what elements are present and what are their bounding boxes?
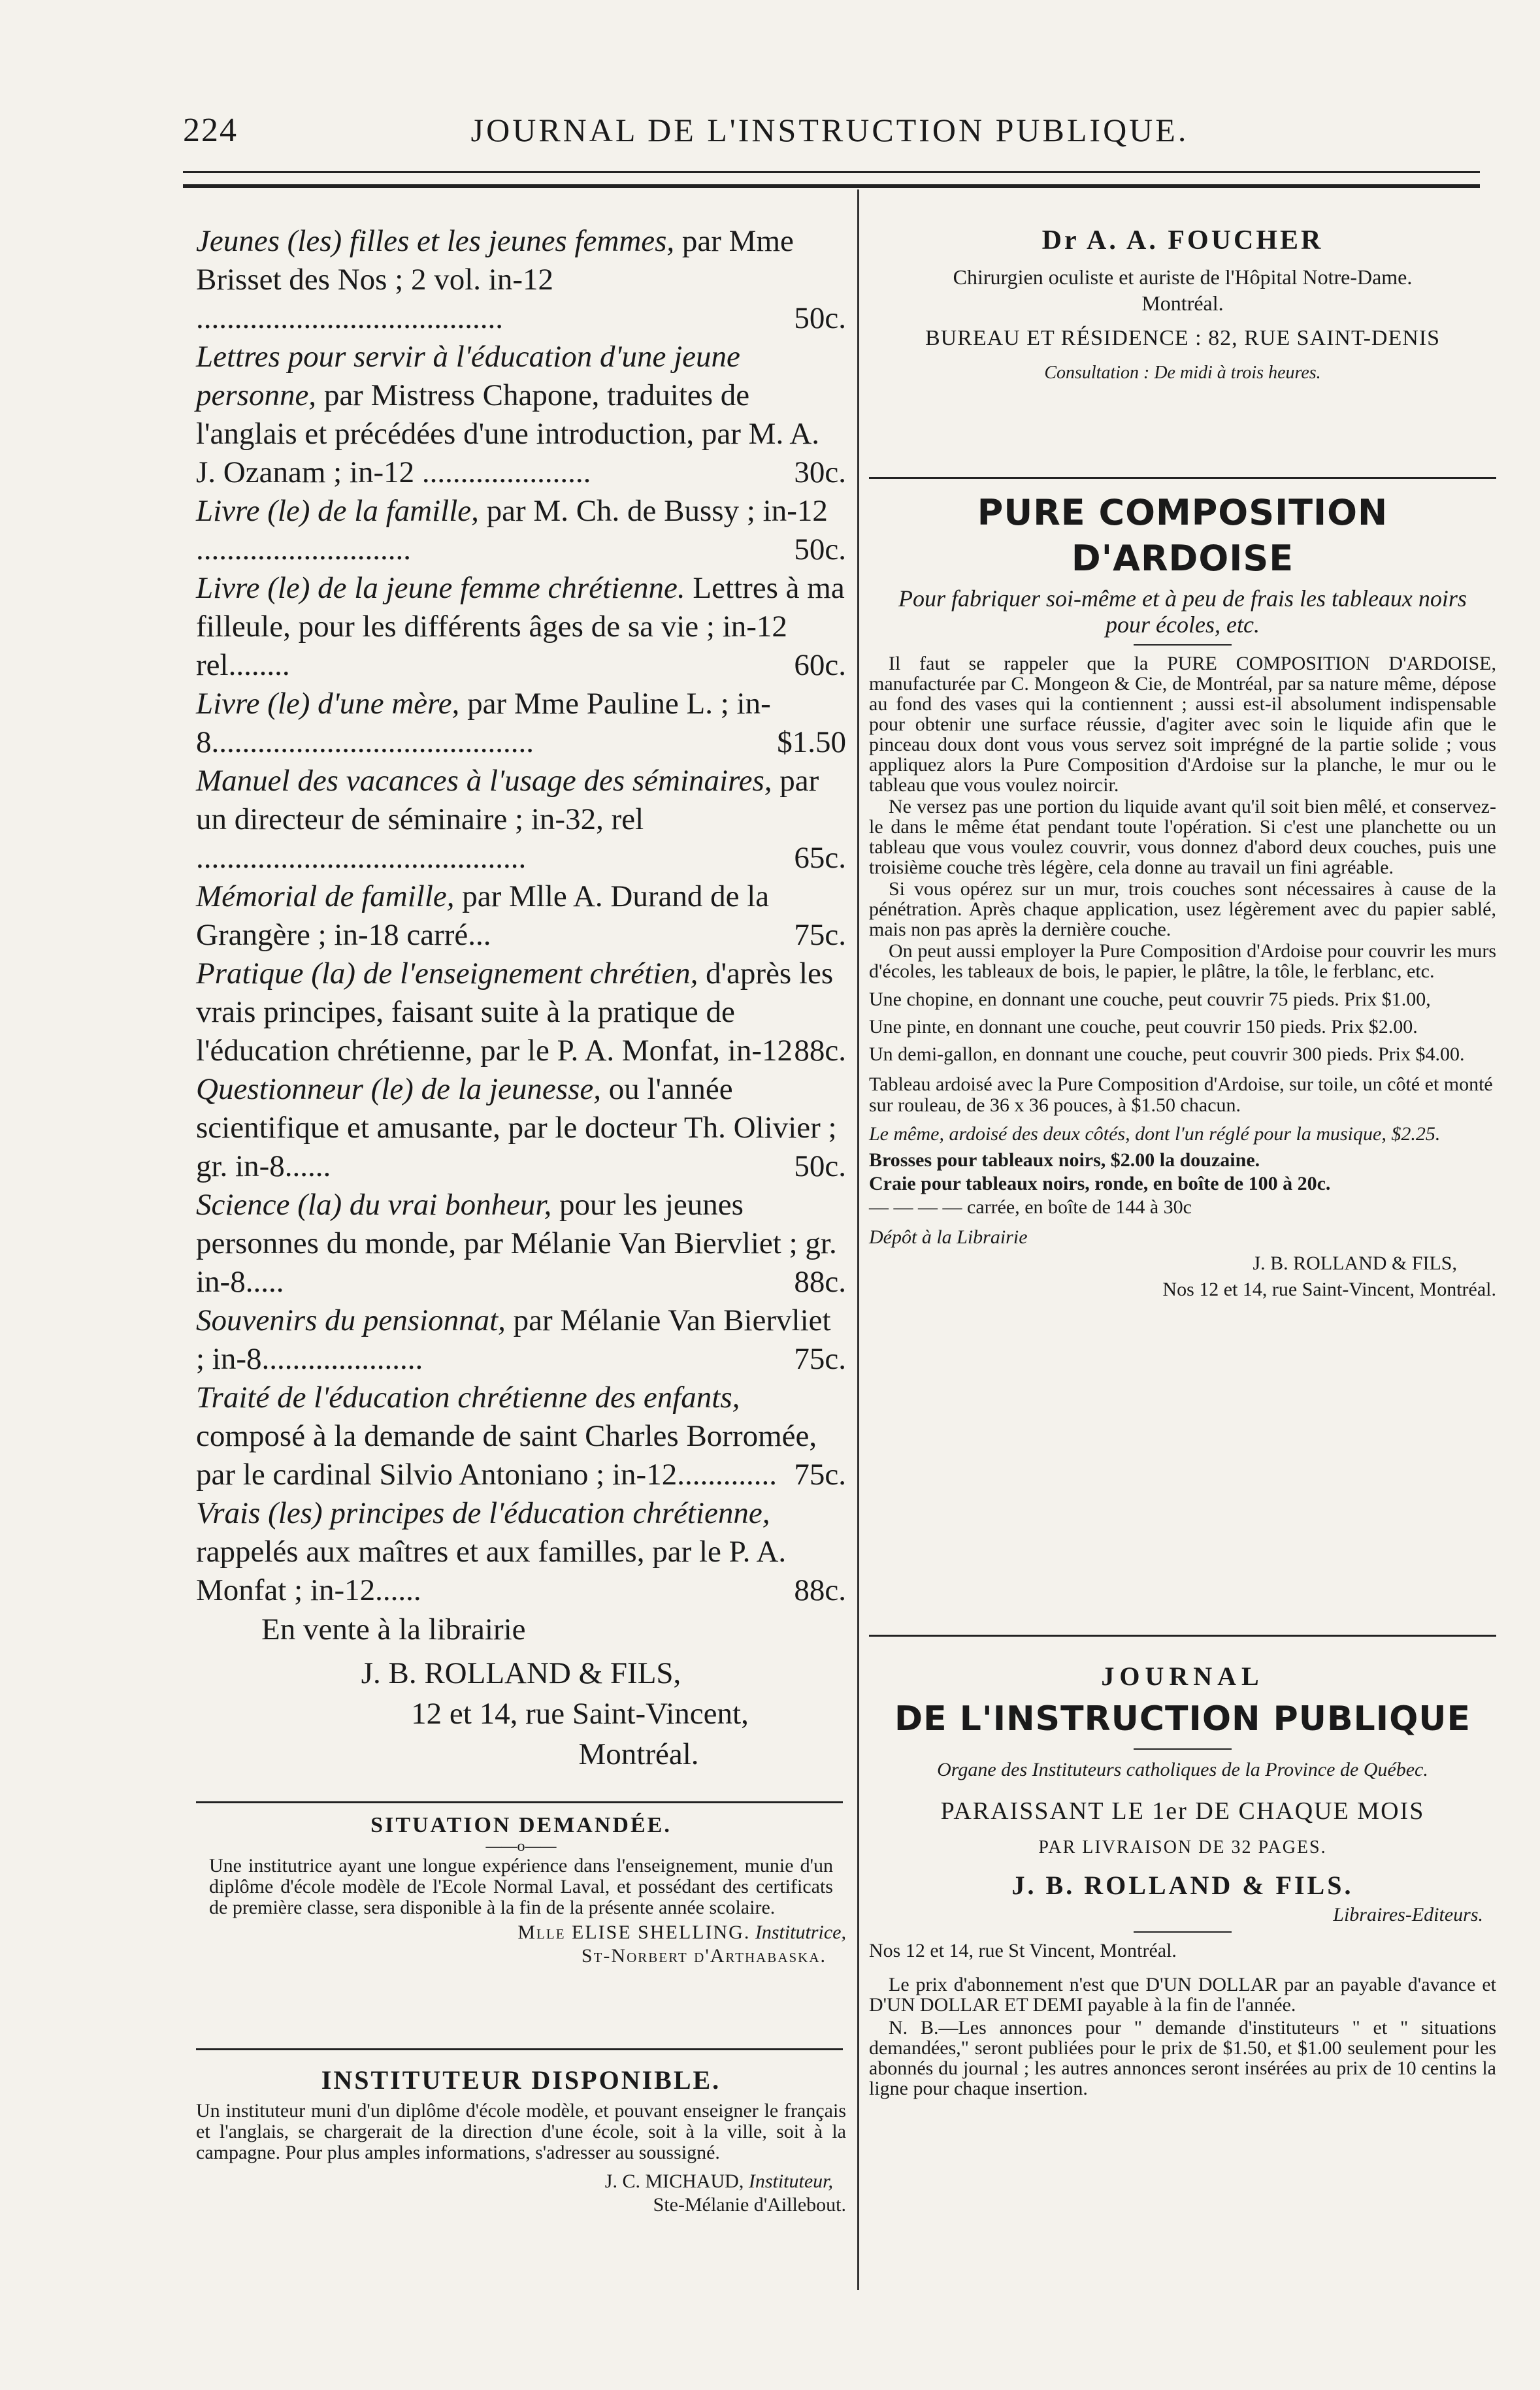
ardoise-paragraph: Si vous opérez sur un mur, trois couches sont nécessaires à cause de la pénétration. Après chaque application, usez légèrement avec du papier sablé, mais non pas après la dernière couche. bbox=[869, 878, 1496, 940]
instituteur-role: Instituteur, bbox=[748, 2170, 833, 2192]
book-title: Lettres pour servir à l'éducation d'une jeune personne, bbox=[196, 340, 740, 412]
sale-notice: En vente à la librairie bbox=[261, 1612, 526, 1646]
ardoise-brosses: Brosses pour tableaux noirs, $2.00 la douzaine. bbox=[869, 1149, 1260, 1171]
book-details: pour les jeunes personnes du monde, par Mélanie Van Biervliet ; gr. in-8..... bbox=[196, 1188, 837, 1299]
book-list bbox=[196, 222, 846, 1775]
book-price: 75c. bbox=[794, 1458, 846, 1492]
instituteur-name: J. C. MICHAUD, bbox=[604, 2170, 744, 2192]
book-entry bbox=[196, 222, 846, 338]
book-details: composé à la demande de saint Charles Borromée, par le cardinal Silvio Antoniano ; in-12............. bbox=[196, 1419, 817, 1492]
book-entry bbox=[196, 1301, 846, 1379]
journal-nb-text: N. B.—Les annonces pour " demande d'instituteurs " et " situations demandées," seront publiées pour le prix de $1.50, et $1.00 seulement pour les abonnés du journal ; les autres annonces seront insérées au prix de 10 centins la ligne pour chaque insertion. bbox=[869, 2017, 1496, 2099]
ardoise-craie: Craie pour tableaux noirs, ronde, en boîte de 100 à 20c. bbox=[869, 1173, 1331, 1194]
journal-rule bbox=[1134, 1748, 1232, 1750]
book-title: Science (la) du vrai bonheur, bbox=[196, 1188, 552, 1222]
book-title: Souvenirs du pensionnat, bbox=[196, 1303, 506, 1337]
journal-rule bbox=[1134, 1931, 1232, 1933]
journal-organ: Organe des Instituteurs catholiques de la Province de Québec. bbox=[937, 1759, 1428, 1780]
ardoise-rule bbox=[1134, 644, 1232, 646]
situation-signature bbox=[196, 1921, 846, 1944]
book-title: Manuel des vacances à l'usage des séminaires, bbox=[196, 764, 772, 798]
book-price: 75c. bbox=[794, 918, 846, 952]
ardoise-subheading: Pour fabriquer soi-même et à peu de frais les tableaux noirs pour écoles, etc. bbox=[898, 585, 1467, 638]
header-rule-thick bbox=[183, 184, 1480, 188]
book-title: Jeunes (les) filles et les jeunes femmes, bbox=[196, 224, 675, 258]
situation-text: Une institutrice ayant une longue expérience dans l'enseignement, munie d'un diplôme d'école modèle de l'Ecole Normal Laval, et possédant des certificats de première classe, sera disponible à la fin de la présente année scolaire. bbox=[209, 1855, 833, 1918]
book-price: 30c. bbox=[794, 455, 846, 489]
situation-place: St-Norbert d'Arthabaska. bbox=[581, 1945, 827, 1967]
book-title: Traité de l'éducation chrétienne des enfants, bbox=[196, 1381, 740, 1415]
book-price: 75c. bbox=[794, 1342, 846, 1376]
ardoise-tableau: Tableau ardoisé avec la Pure Composition d'Ardoise, sur toile, un côté et monté sur rouleau, de 36 x 36 pouces, à $1.50 chacun. bbox=[869, 1073, 1493, 1116]
journal-frequency: PARAISSANT LE 1er DE CHAQUE MOIS bbox=[940, 1797, 1425, 1825]
foucher-hours: Consultation : De midi à trois heures. bbox=[1044, 363, 1321, 383]
book-price: 60c. bbox=[794, 648, 846, 682]
ardoise-body bbox=[869, 653, 1496, 981]
instituteur-place: Ste-Mélanie d'Aillebout. bbox=[653, 2194, 846, 2216]
book-details: par M. Ch. de Bussy ; in-12 ............................ bbox=[196, 494, 828, 566]
journal-address: Nos 12 et 14, rue St Vincent, Montréal. bbox=[869, 1940, 1177, 1961]
book-entry bbox=[196, 1379, 846, 1494]
book-entry bbox=[196, 762, 846, 877]
bookseller-name: J. B. ROLLAND & FILS, bbox=[361, 1656, 681, 1690]
book-entry bbox=[196, 492, 846, 569]
journal-publisher: J. B. ROLLAND & FILS. bbox=[1011, 1871, 1354, 1900]
foucher-title: Chirurgien oculiste et auriste de l'Hôpital Notre-Dame. bbox=[953, 265, 1413, 289]
instituteur-heading: INSTITUTEUR DISPONIBLE. bbox=[321, 2065, 721, 2095]
foucher-name: Dr A. A. FOUCHER bbox=[1041, 225, 1324, 255]
section-rule bbox=[869, 477, 1496, 479]
page-number: 224 bbox=[183, 112, 238, 149]
book-details: par Mistress Chapone, traduites de l'anglais et précédées d'une introduction, par M. A. J. Ozanam ; in-12 ...................... bbox=[196, 378, 820, 489]
book-title: Pratique (la) de l'enseignement chrétien, bbox=[196, 957, 698, 990]
ardoise-address: Nos 12 et 14, rue Saint-Vincent, Montréal. bbox=[1162, 1279, 1496, 1300]
book-details: Lettres à ma filleule, pour les différents âges de sa vie ; in-12 rel........ bbox=[196, 571, 845, 682]
ardoise-price-line: Une pinte, en donnant une couche, peut couvrir 150 pieds. Prix $2.00. bbox=[869, 1016, 1418, 1038]
journal-kicker: JOURNAL bbox=[1101, 1662, 1264, 1691]
bookseller-signature bbox=[196, 1653, 846, 1775]
ardoise-heading: PURE COMPOSITION D'ARDOISE bbox=[977, 492, 1388, 579]
foucher-ad bbox=[869, 222, 1496, 387]
book-details: par Mme Brisset des Nos ; 2 vol. in-12 ........................................ bbox=[196, 224, 794, 335]
journal-title: DE L'INSTRUCTION PUBLIQUE bbox=[894, 1699, 1471, 1739]
book-title: Livre (le) d'une mère, bbox=[196, 687, 460, 721]
journal-pages: PAR LIVRAISON DE 32 PAGES. bbox=[1038, 1837, 1327, 1858]
book-title: Questionneur (le) de la jeunesse, bbox=[196, 1072, 601, 1106]
book-price: 50c. bbox=[794, 1149, 846, 1183]
ardoise-paragraph: On peut aussi employer la Pure Composition d'Ardoise pour couvrir les murs d'écoles, les tableaux de bois, le papier, le plâtre, la tôle, le ferblanc, etc. bbox=[869, 940, 1496, 982]
journal-price-text: Le prix d'abonnement n'est que D'UN DOLLAR par an payable d'avance et D'UN DOLLAR ET DEMI payable à la fin de l'année. bbox=[869, 1974, 1496, 2016]
ardoise-paragraph: Ne versez pas une portion du liquide avant qu'il soit bien mêlé, et conservez-le dans le même état pendant toute l'opération. Si c'est une planchette ou un tableau que vous voulez couvrir, vous donnez d'abord deux couches, puis une troisième couche très légère, cela donne au travail un fini agréable. bbox=[869, 796, 1496, 878]
page-header bbox=[183, 111, 1477, 163]
book-entry bbox=[196, 569, 846, 685]
situation-ad bbox=[196, 1813, 846, 1968]
book-entry bbox=[196, 338, 846, 492]
book-details: d'après les vrais principes, faisant suite à la pratique de l'éducation chrétienne, par le P. A. Monfat, in-12 bbox=[196, 957, 834, 1068]
book-price: $1.50 bbox=[777, 725, 846, 759]
book-title: Livre (le) de la famille, bbox=[196, 494, 479, 528]
book-price: 50c. bbox=[794, 532, 846, 566]
journal-publisher-role: Libraires-Editeurs. bbox=[1333, 1904, 1483, 1925]
book-entry bbox=[196, 1186, 846, 1301]
instituteur-text: Un instituteur muni d'un diplôme d'école modèle, et pouvant enseigner le français et l'anglais, se chargerait de la direction d'une école, soit à la ville, soit à la campagne. Pour plus amples informations, s'adresser au soussigné. bbox=[196, 2100, 846, 2163]
book-title: Livre (le) de la jeune femme chrétienne. bbox=[196, 571, 685, 605]
book-price: 88c. bbox=[794, 1573, 846, 1607]
section-rule bbox=[196, 2048, 843, 2050]
book-details: rappelés aux maîtres et aux familles, par le P. A. Monfat ; in-12...... bbox=[196, 1535, 787, 1607]
ardoise-depot: Dépôt à la Librairie bbox=[869, 1226, 1028, 1248]
book-details: par Mlle A. Durand de la Grangère ; in-18 carré... bbox=[196, 879, 770, 952]
book-title: Vrais (les) principes de l'éducation chrétienne, bbox=[196, 1496, 770, 1530]
ardoise-paragraph: Il faut se rappeler que la PURE COMPOSITION D'ARDOISE, manufacturée par C. Mongeon & Cie, de Montréal, par sa nature même, dépose au fond des vases qui la contiennent ; aussi est-il absolument indispensable pour obtenir une surface réussie, d'agiter avec soin le liquide afin que le pinceau doux dont vous vous servez soit imprégné de la partie solide ; vous appliquez alors la Pure Composition d'Ardoise sur la planche, le mur ou le tableau que vous voulez noircir. bbox=[869, 653, 1496, 796]
book-details: par Mélanie Van Biervliet ; in-8..................... bbox=[196, 1303, 831, 1376]
situation-name: Mlle ELISE SHELLING. bbox=[517, 1922, 751, 1943]
section-rule bbox=[196, 1801, 843, 1803]
book-price: 88c. bbox=[794, 1265, 846, 1299]
book-entry bbox=[196, 877, 846, 955]
book-details: par un directeur de séminaire ; in-32, rel ........................................... bbox=[196, 764, 819, 875]
book-details: ou l'année scientifique et amusante, par le docteur Th. Olivier ; gr. in-8...... bbox=[196, 1072, 837, 1183]
situation-heading: SITUATION DEMANDÉE. bbox=[370, 1813, 672, 1837]
foucher-address: BUREAU ET RÉSIDENCE : 82, RUE SAINT-DENIS bbox=[925, 326, 1441, 350]
book-price: 50c. bbox=[794, 301, 846, 335]
ardoise-price-line: Un demi-gallon, en donnant une couche, peut couvrir 300 pieds. Prix $4.00. bbox=[869, 1043, 1465, 1065]
book-details: par Mme Pauline L. ; in-8.......................................... bbox=[196, 687, 771, 759]
ardoise-meme: Le même, ardoisé des deux côtés, dont l'un réglé pour la musique, $2.25. bbox=[869, 1123, 1441, 1145]
book-price: 88c. bbox=[794, 1034, 846, 1068]
bookseller-city: Montréal. bbox=[578, 1737, 699, 1771]
instituteur-ad bbox=[196, 2065, 846, 2217]
situation-role: Institutrice, bbox=[755, 1922, 846, 1943]
section-rule bbox=[869, 1635, 1496, 1637]
column-divider bbox=[857, 189, 859, 2290]
journal-ad bbox=[869, 1660, 1496, 2099]
header-rule bbox=[183, 171, 1480, 173]
book-entry bbox=[196, 685, 846, 762]
foucher-city: Montréal. bbox=[1141, 291, 1224, 315]
book-entry bbox=[196, 1494, 846, 1610]
bookseller-address: 12 et 14, rue Saint-Vincent, bbox=[411, 1697, 749, 1731]
running-title: JOURNAL DE L'INSTRUCTION PUBLIQUE. bbox=[470, 112, 1189, 148]
ardoise-price-line: Une chopine, en donnant une couche, peut couvrir 75 pieds. Prix $1.00, bbox=[869, 989, 1431, 1010]
situation-divider: ——o—— bbox=[485, 1838, 557, 1855]
book-title: Mémorial de famille, bbox=[196, 879, 455, 913]
book-entry bbox=[196, 1070, 846, 1186]
instituteur-signature bbox=[196, 2170, 846, 2193]
ardoise-seller: J. B. ROLLAND & FILS, bbox=[1253, 1252, 1457, 1274]
ardoise-craie-carree: — — — — carrée, en boîte de 144 à 30c bbox=[869, 1196, 1192, 1218]
book-entry bbox=[196, 955, 846, 1070]
book-price: 65c. bbox=[794, 841, 846, 875]
ardoise-ad bbox=[869, 490, 1496, 1300]
